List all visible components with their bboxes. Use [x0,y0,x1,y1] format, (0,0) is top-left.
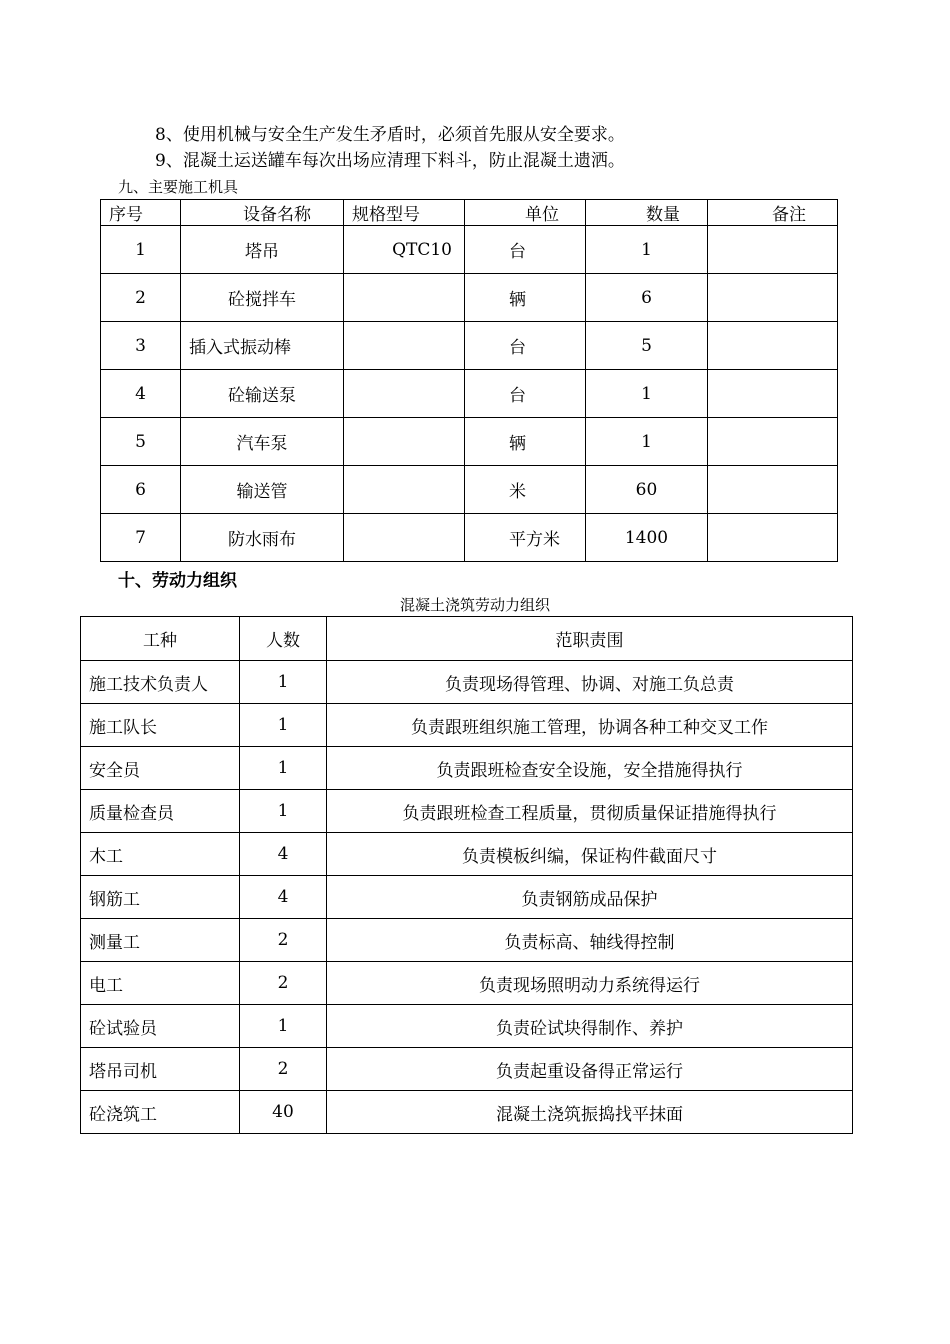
equipment-no-cell: 2 [101,274,181,322]
equipment-model-cell: QTC10 [344,226,465,274]
labor-count-cell: 40 [240,1091,327,1134]
labor-row [81,919,853,962]
labor-table-caption: 混凝土浇筑劳动力组织 [399,596,550,614]
section-10-title: 十、劳动力组织 [118,571,237,591]
labor-duty-cell: 负责跟班组织施工管理，协调各种工种交叉工作 [327,704,853,747]
header-duty: 范职责围 [327,617,853,661]
equipment-unit-cell: 台 [465,322,586,370]
labor-count-cell: 2 [240,962,327,1005]
labor-duty-cell: 负责钢筋成品保护 [327,876,853,919]
labor-trade-cell: 质量检查员 [81,790,240,833]
equipment-row [101,322,838,370]
equipment-name-cell: 插入式振动棒 [181,322,344,370]
equipment-no-cell: 6 [101,466,181,514]
labor-trade-cell: 塔吊司机 [81,1048,240,1091]
equipment-qty-cell: 60 [586,466,708,514]
equipment-no-cell: 5 [101,418,181,466]
labor-trade-cell: 木工 [81,833,240,876]
labor-trade-cell: 钢筋工 [81,876,240,919]
labor-row [81,790,853,833]
labor-count-cell: 1 [240,661,327,704]
labor-row [81,962,853,1005]
equipment-qty-cell: 6 [586,274,708,322]
header-model: 规格型号 [344,200,465,226]
equipment-unit-cell: 台 [465,370,586,418]
labor-row [81,876,853,919]
equipment-row [101,274,838,322]
labor-duty-cell: 负责跟班检查安全设施，安全措施得执行 [327,747,853,790]
equipment-unit-cell: 米 [465,466,586,514]
equipment-model-cell [344,322,465,370]
labor-duty-cell: 负责标高、轴线得控制 [327,919,853,962]
labor-trade-cell: 砼浇筑工 [81,1091,240,1134]
labor-count-cell: 4 [240,876,327,919]
header-no: 序号 [101,200,181,226]
header-qty: 数量 [586,200,708,226]
labor-count-cell: 1 [240,1005,327,1048]
equipment-row [101,514,838,562]
equipment-no-cell: 4 [101,370,181,418]
labor-duty-cell: 负责起重设备得正常运行 [327,1048,853,1091]
equipment-unit-cell: 辆 [465,418,586,466]
equipment-name-cell: 塔吊 [181,226,344,274]
equipment-model-cell [344,418,465,466]
labor-row [81,1048,853,1091]
equipment-model-cell [344,274,465,322]
equipment-no-cell: 1 [101,226,181,274]
labor-trade-cell: 测量工 [81,919,240,962]
labor-row [81,747,853,790]
equipment-name-cell: 汽车泵 [181,418,344,466]
labor-count-cell: 1 [240,747,327,790]
equipment-no-cell: 3 [101,322,181,370]
equipment-unit-cell: 台 [465,226,586,274]
equipment-name-cell: 砼搅拌车 [181,274,344,322]
equipment-qty-cell: 1 [586,418,708,466]
labor-duty-cell: 混凝土浇筑振捣找平抹面 [327,1091,853,1134]
equipment-note-cell [708,322,838,370]
labor-trade-cell: 电工 [81,962,240,1005]
equipment-name-cell: 砼输送泵 [181,370,344,418]
equipment-row [101,370,838,418]
equipment-note-cell [708,274,838,322]
labor-duty-cell: 负责现场照明动力系统得运行 [327,962,853,1005]
equipment-table [100,199,838,562]
header-count: 人数 [240,617,327,661]
header-note: 备注 [708,200,838,226]
labor-trade-cell: 砼试验员 [81,1005,240,1048]
equipment-qty-cell: 1 [586,370,708,418]
labor-count-cell: 2 [240,1048,327,1091]
equipment-row [101,466,838,514]
equipment-qty-cell: 1 [586,226,708,274]
labor-row [81,704,853,747]
labor-duty-cell: 负责模板纠编，保证构件截面尺寸 [327,833,853,876]
labor-duty-cell: 负责现场得管理、协调、对施工负总责 [327,661,853,704]
equipment-unit-cell: 辆 [465,274,586,322]
equipment-row [101,226,838,274]
labor-trade-cell: 施工技术负责人 [81,661,240,704]
equipment-unit-cell: 平方米 [465,514,586,562]
equipment-model-cell [344,514,465,562]
equipment-header-row [101,200,838,226]
labor-trade-cell: 安全员 [81,747,240,790]
header-name: 设备名称 [181,200,344,226]
labor-count-cell: 1 [240,790,327,833]
equipment-note-cell [708,418,838,466]
section-9-title: 九、主要施工机具 [118,178,239,196]
equipment-note-cell [708,226,838,274]
labor-count-cell: 4 [240,833,327,876]
equipment-name-cell: 输送管 [181,466,344,514]
equipment-model-cell [344,370,465,418]
labor-count-cell: 2 [240,919,327,962]
equipment-model-cell [344,466,465,514]
equipment-no-cell: 7 [101,514,181,562]
labor-table [80,616,853,1134]
labor-duty-cell: 负责跟班检查工程质量，贯彻质量保证措施得执行 [327,790,853,833]
equipment-qty-cell: 5 [586,322,708,370]
equipment-note-cell [708,370,838,418]
header-unit: 单位 [465,200,586,226]
header-trade: 工种 [81,617,240,661]
paragraph-9: 9、混凝土运送罐车每次出场应清理下料斗，防止混凝土遗洒。 [155,151,625,171]
labor-count-cell: 1 [240,704,327,747]
equipment-row [101,418,838,466]
equipment-name-cell: 防水雨布 [181,514,344,562]
equipment-qty-cell: 1400 [586,514,708,562]
labor-header-row [81,617,853,661]
equipment-note-cell [708,514,838,562]
labor-trade-cell: 施工队长 [81,704,240,747]
labor-row [81,833,853,876]
labor-row [81,661,853,704]
labor-duty-cell: 负责砼试块得制作、养护 [327,1005,853,1048]
labor-row [81,1091,853,1134]
labor-row [81,1005,853,1048]
equipment-note-cell [708,466,838,514]
paragraph-8: 8、使用机械与安全生产发生矛盾时，必须首先服从安全要求。 [155,125,625,145]
